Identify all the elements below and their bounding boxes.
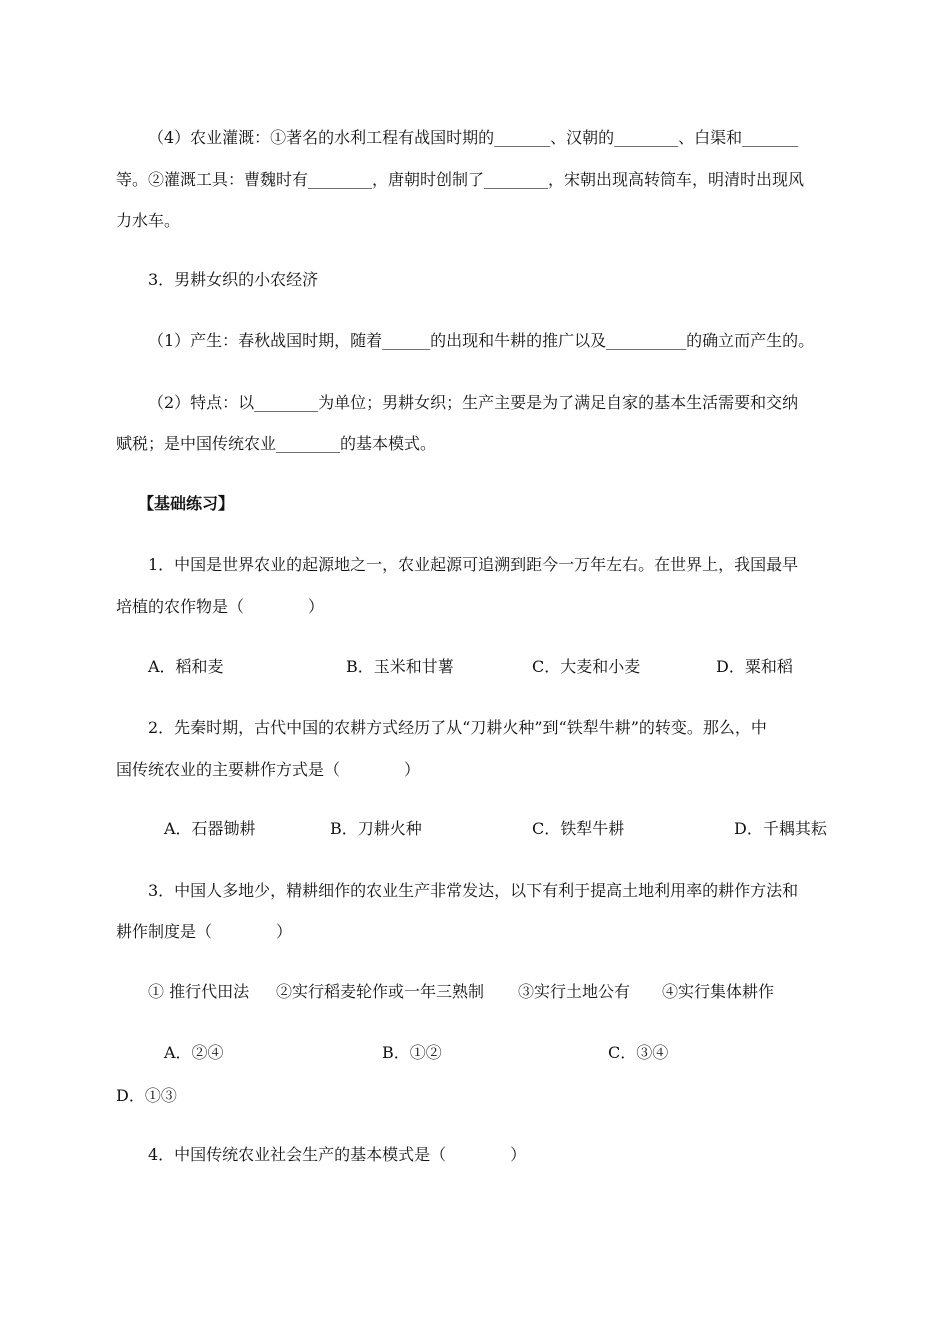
question-3-option-a: A．②④ <box>164 1043 224 1062</box>
question-2-option-a: A．石器锄耕 <box>164 819 256 838</box>
origin-paragraph: （1）产生：春秋战国时期，随着______的出现和牛耕的推广以及__________的确立而产生的。 <box>148 331 815 350</box>
question-2-option-d: D．千耦其耘 <box>734 819 827 838</box>
features-paragraph-line-2: 赋税；是中国传统农业________的基本模式。 <box>116 434 437 453</box>
irrigation-paragraph-line-3: 力水车。 <box>116 211 181 230</box>
question-2-option-c: C．铁犁牛耕 <box>532 819 625 838</box>
irrigation-paragraph-line-1: （4）农业灌溉：①著名的水利工程有战国时期的_______、汉朝的________、白渠和_______ <box>148 128 799 147</box>
question-3-item-2: ②实行稻麦轮作或一年三熟制 <box>276 982 485 1001</box>
section-heading-small-peasant-economy: 3．男耕女织的小农经济 <box>148 270 319 289</box>
question-3-option-c: C．③④ <box>608 1043 669 1062</box>
question-1-line-2: 培植的农作物是（ ） <box>116 597 325 616</box>
irrigation-paragraph-line-2: 等。②灌溉工具：曹魏时有________，唐朝时创制了________，宋朝出现高转筒车，明清时出现风 <box>116 170 805 189</box>
question-3-option-d: D．①③ <box>116 1086 177 1105</box>
question-1-option-d: D．粟和稻 <box>716 657 793 676</box>
question-1-option-a: A．稻和麦 <box>148 657 224 676</box>
question-3-item-3: ③实行土地公有 <box>518 982 631 1001</box>
question-4-line-1: 4．中国传统农业社会生产的基本模式是（ ） <box>148 1145 527 1164</box>
question-3-item-1: ① 推行代田法 <box>148 982 250 1001</box>
question-3-item-4: ④实行集体耕作 <box>662 982 775 1001</box>
question-2-line-1: 2．先秦时期，古代中国的农耕方式经历了从“刀耕火种”到“铁犁牛耕”的转变。那么，中 <box>148 718 767 737</box>
question-3-line-2: 耕作制度是（ ） <box>116 922 293 941</box>
question-3-option-b: B．①② <box>382 1043 442 1062</box>
question-1-option-c: C．大麦和小麦 <box>532 657 641 676</box>
exercise-heading: 【基础练习】 <box>138 494 235 513</box>
features-paragraph-line-1: （2）特点：以________为单位；男耕女织；生产主要是为了满足自家的基本生活需要和交纳 <box>148 393 799 412</box>
question-2-option-b: B．刀耕火种 <box>330 819 422 838</box>
question-1-line-1: 1．中国是世界农业的起源地之一，农业起源可追溯到距今一万年左右。在世界上，我国最早 <box>148 555 799 574</box>
question-1-option-b: B．玉米和甘薯 <box>346 657 454 676</box>
question-3-line-1: 3．中国人多地少，精耕细作的农业生产非常发达，以下有利于提高土地利用率的耕作方法和 <box>148 881 799 900</box>
question-2-line-2: 国传统农业的主要耕作方式是（ ） <box>116 760 421 779</box>
